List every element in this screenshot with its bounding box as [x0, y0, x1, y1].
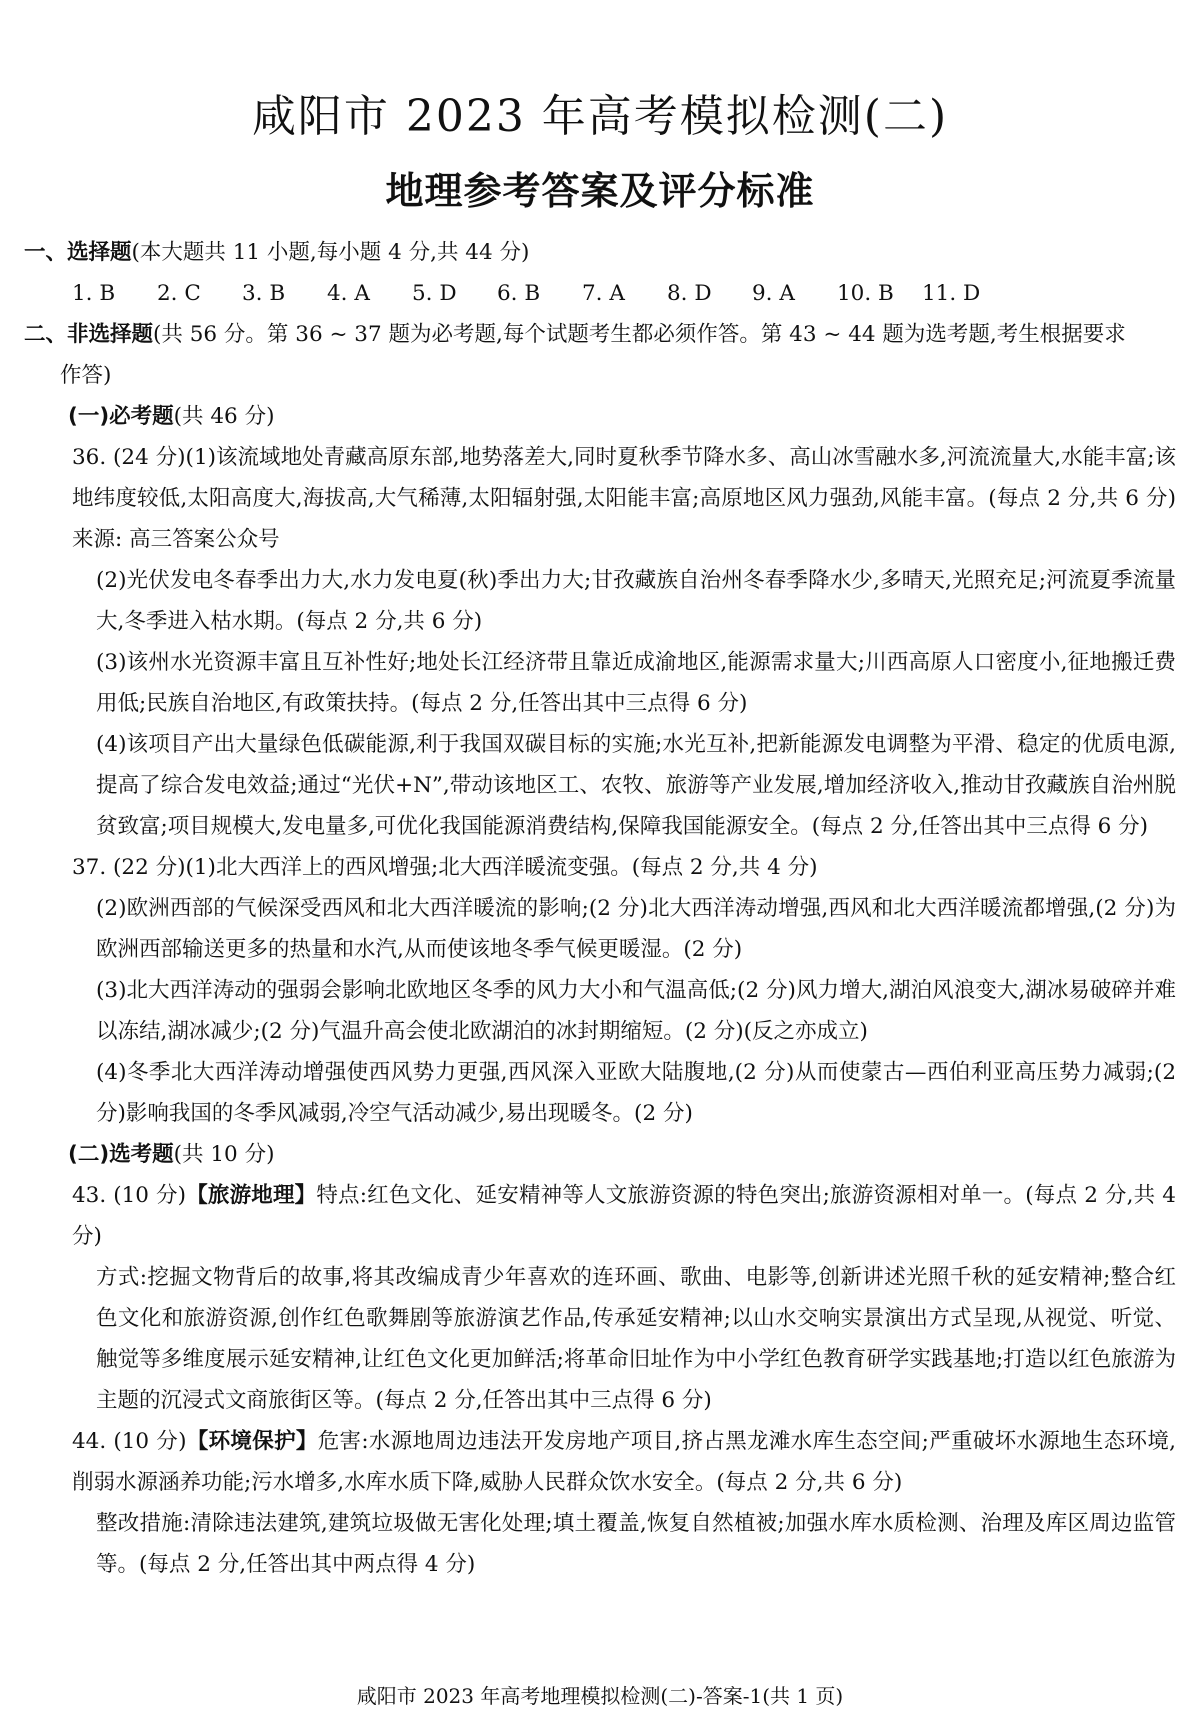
- question-36: [24, 437, 1176, 847]
- page-title: 咸阳市 2023 年高考模拟检测(二): [251, 91, 949, 142]
- q43-number: 43. (10 分): [72, 1183, 187, 1208]
- q44-part-1: [72, 1421, 1176, 1503]
- answer-item: 2. C: [157, 281, 201, 306]
- answer-item: 6. B: [497, 281, 541, 306]
- q43-text-1: 特点:红色文化、延安精神等人文旅游资源的特色突出;旅游资源相对单一。(每点 2 分,共 4 分): [72, 1183, 1176, 1249]
- section-1-note: (本大题共 11 小题,每小题 4 分,共 44 分): [131, 240, 530, 265]
- section-2-heading: [24, 314, 1176, 355]
- section-1-heading: [24, 232, 1176, 273]
- part-1-title: (一)必考题: [68, 404, 174, 429]
- answer-item: 7. A: [582, 281, 625, 306]
- q43-tag: 【旅游地理】: [186, 1183, 317, 1208]
- section-2-title: 二、非选择题: [24, 322, 154, 347]
- question-37: [24, 847, 1176, 1134]
- q36-part-2: (2)光伏发电冬春季出力大,水力发电夏(秋)季出力大;甘孜藏族自治州冬春季降水少,多晴天,光照充足;河流夏季流量大,冬季进入枯水期。(每点 2 分,共 6 分): [96, 568, 1176, 634]
- section-2-note: (共 56 分。第 36 ~ 37 题为必考题,每个试题考生都必须作答。第 43 ~ 44 题为选考题,考生根据要求: [153, 322, 1126, 347]
- part-2-heading: [24, 1134, 1176, 1175]
- page-subtitle: 地理参考答案及评分标准: [385, 169, 815, 213]
- answer-item: 3. B: [242, 281, 286, 306]
- q36-part-4: (4)该项目产出大量绿色低碳能源,利于我国双碳目标的实施;水光互补,把新能源发电调整为平滑、稳定的优质电源,提高了综合发电效益;通过“光伏+N”,带动该地区工、农牧、旅游等产业发展,增加经济收入,推动甘孜藏族自治州脱贫致富;项目规模大,发电量多,可优化我国能源消费结构,保障我国能源安全。(每点 2 分,任答出其中三点得 6 分): [96, 732, 1176, 839]
- answer-item: 4. A: [327, 281, 370, 306]
- question-44: [24, 1421, 1176, 1585]
- page-footer: 咸阳市 2023 年高考地理模拟检测(二)-答案-1(共 1 页): [356, 1684, 844, 1708]
- q37-part-1: 37. (22 分)(1)北大西洋上的西风增强;北大西洋暖流变强。(每点 2 分,共 4 分): [72, 855, 818, 880]
- part-1-note: (共 46 分): [173, 404, 275, 429]
- q37-part-4: (4)冬季北大西洋涛动增强使西风势力更强,西风深入亚欧大陆腹地,(2 分)从而使蒙古—西伯利亚高压势力减弱;(2 分)影响我国的冬季风减弱,冷空气活动减少,易出现暖冬。(2 分): [96, 1060, 1176, 1126]
- q37-part-3: (3)北大西洋涛动的强弱会影响北欧地区冬季的风力大小和气温高低;(2 分)风力增大,湖泊风浪变大,湖冰易破碎并难以冻结,湖冰减少;(2 分)气温升高会使北欧湖泊的冰封期缩短。(2 分)(反之亦成立): [96, 978, 1176, 1044]
- answer-item: 1. B: [72, 281, 116, 306]
- answer-item: 9. A: [752, 281, 795, 306]
- part-2-note: (共 10 分): [173, 1142, 275, 1167]
- q44-text-1: 危害:水源地周边违法开发房地产项目,挤占黑龙滩水库生态空间;严重破坏水源地生态环境,削弱水源涵养功能;污水增多,水库水质下降,威胁人民群众饮水安全。(每点 2 分,共 6 分): [72, 1429, 1176, 1495]
- q36-part-1: 36. (24 分)(1)该流域地处青藏高原东部,地势落差大,同时夏秋季节降水多、高山冰雪融水多,河流流量大,水能丰富;该地纬度较低,太阳高度大,海拔高,大气稀薄,太阳辐射强,太阳能丰富;高原地区风力强劲,风能丰富。(每点 2 分,共 6 分) 来源: 高三答案公众号: [72, 445, 1176, 552]
- q43-part-2: 方式:挖掘文物背后的故事,将其改编成青少年喜欢的连环画、歌曲、电影等,创新讲述光照千秋的延安精神;整合红色文化和旅游资源,创作红色歌舞剧等旅游演艺作品,传承延安精神;以山水交响实景演出方式呈现,从视觉、听觉、触觉等多维度展示延安精神,让红色文化更加鲜活;将革命旧址作为中小学红色教育研学实践基地;打造以红色旅游为主题的沉浸式文商旅街区等。(每点 2 分,任答出其中三点得 6 分): [96, 1265, 1176, 1413]
- answer-body: [24, 232, 1176, 1585]
- q37-part-2: (2)欧洲西部的气候深受西风和北大西洋暖流的影响;(2 分)北大西洋涛动增强,西风和北大西洋暖流都增强,(2 分)为欧洲西部输送更多的热量和水汽,从而使该地冬季气候更暖湿。(2 分): [96, 896, 1176, 962]
- question-43: [24, 1175, 1176, 1421]
- q36-part-3: (3)该州水光资源丰富且互补性好;地处长江经济带且靠近成渝地区,能源需求量大;川西高原人口密度小,征地搬迁费用低;民族自治地区,有政策扶持。(每点 2 分,任答出其中三点得 6 分): [96, 650, 1176, 716]
- answer-item: 11. D: [922, 281, 981, 306]
- answer-item: 8. D: [667, 281, 712, 306]
- section-2-note-cont: 作答): [60, 363, 112, 388]
- q44-tag: 【环境保护】: [186, 1429, 318, 1454]
- part-2-title: (二)选考题: [68, 1142, 174, 1167]
- section-1-title: 一、选择题: [24, 240, 132, 265]
- answer-item: 10. B: [837, 281, 894, 306]
- choice-answers: [72, 273, 1176, 314]
- q44-part-2: 整改措施:清除违法建筑,建筑垃圾做无害化处理;填土覆盖,恢复自然植被;加强水库水质检测、治理及库区周边监管等。(每点 2 分,任答出其中两点得 4 分): [96, 1511, 1176, 1577]
- q43-part-1: [72, 1175, 1176, 1257]
- part-1-heading: [24, 396, 1176, 437]
- answer-item: 5. D: [412, 281, 457, 306]
- q44-number: 44. (10 分): [72, 1429, 187, 1454]
